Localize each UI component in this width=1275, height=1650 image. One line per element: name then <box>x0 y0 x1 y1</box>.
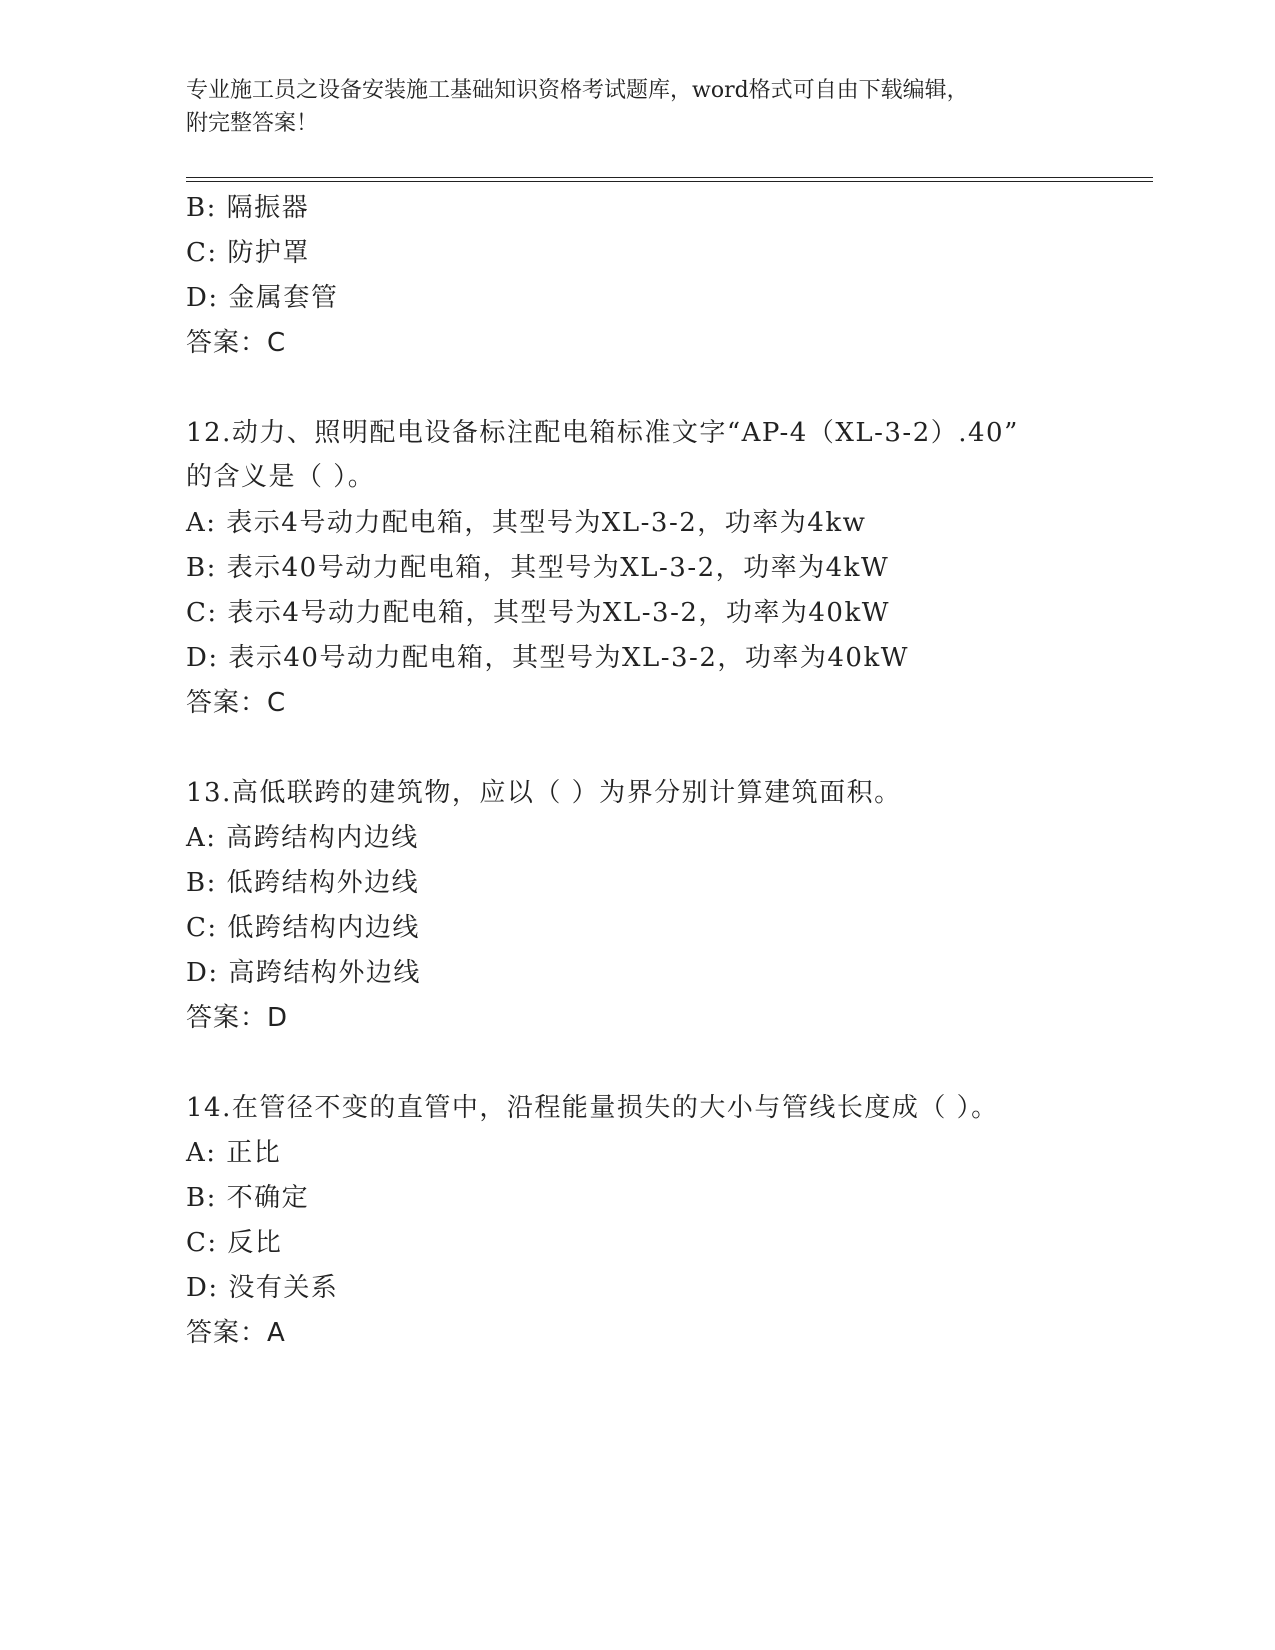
q14-option-a: A: 正比 <box>186 1138 282 1168</box>
q11-option-b: B: 隔振器 <box>186 193 310 223</box>
q14-stem: 14.在管径不变的直管中，沿程能量损失的大小与管线长度成（ ）。 <box>186 1093 999 1123</box>
q14-option-b: B: 不确定 <box>186 1183 310 1213</box>
q12-option-c: C: 表示4号动力配电箱，其型号为XL-3-2，功率为40kW <box>186 598 890 628</box>
header-line-2: 附完整答案！ <box>186 111 319 136</box>
q11-option-d: D: 金属套管 <box>186 283 339 313</box>
header-line-1: 专业施工员之设备安装施工基础知识资格考试题库，word格式可自由下载编辑， <box>186 78 969 103</box>
q12-option-d: D: 表示40号动力配电箱，其型号为XL-3-2，功率为40kW <box>186 643 909 673</box>
q13-answer: 答案：D <box>186 1003 289 1033</box>
q13-stem: 13.高低联跨的建筑物，应以（ ）为界分别计算建筑面积。 <box>186 778 902 808</box>
q13-option-c: C: 低跨结构内边线 <box>186 913 420 943</box>
document-header <box>186 74 1086 140</box>
q12-option-a: A: 表示4号动力配电箱，其型号为XL-3-2，功率为4kw <box>186 508 867 538</box>
q11-answer: 答案：C <box>186 328 287 358</box>
q12-answer: 答案：C <box>186 688 287 718</box>
q14-option-c: C: 反比 <box>186 1228 283 1258</box>
q13-option-b: B: 低跨结构外边线 <box>186 868 420 898</box>
q13-option-d: D: 高跨结构外边线 <box>186 958 421 988</box>
q13-option-a: A: 高跨结构内边线 <box>186 823 419 853</box>
header-divider-top <box>186 177 1153 178</box>
q12-option-b: B: 表示40号动力配电箱，其型号为XL-3-2，功率为4kW <box>186 553 890 583</box>
q14-option-d: D: 没有关系 <box>186 1273 339 1303</box>
q14-answer: 答案：A <box>186 1318 286 1348</box>
q11-option-c: C: 防护罩 <box>186 238 310 268</box>
q12-stem-line-1: 12.动力、照明配电设备标注配电箱标准文字“AP-4（XL-3-2）.40” <box>186 418 1019 448</box>
header-divider-bottom <box>186 181 1153 182</box>
q12-stem-line-2: 的含义是（ ）。 <box>186 462 376 492</box>
